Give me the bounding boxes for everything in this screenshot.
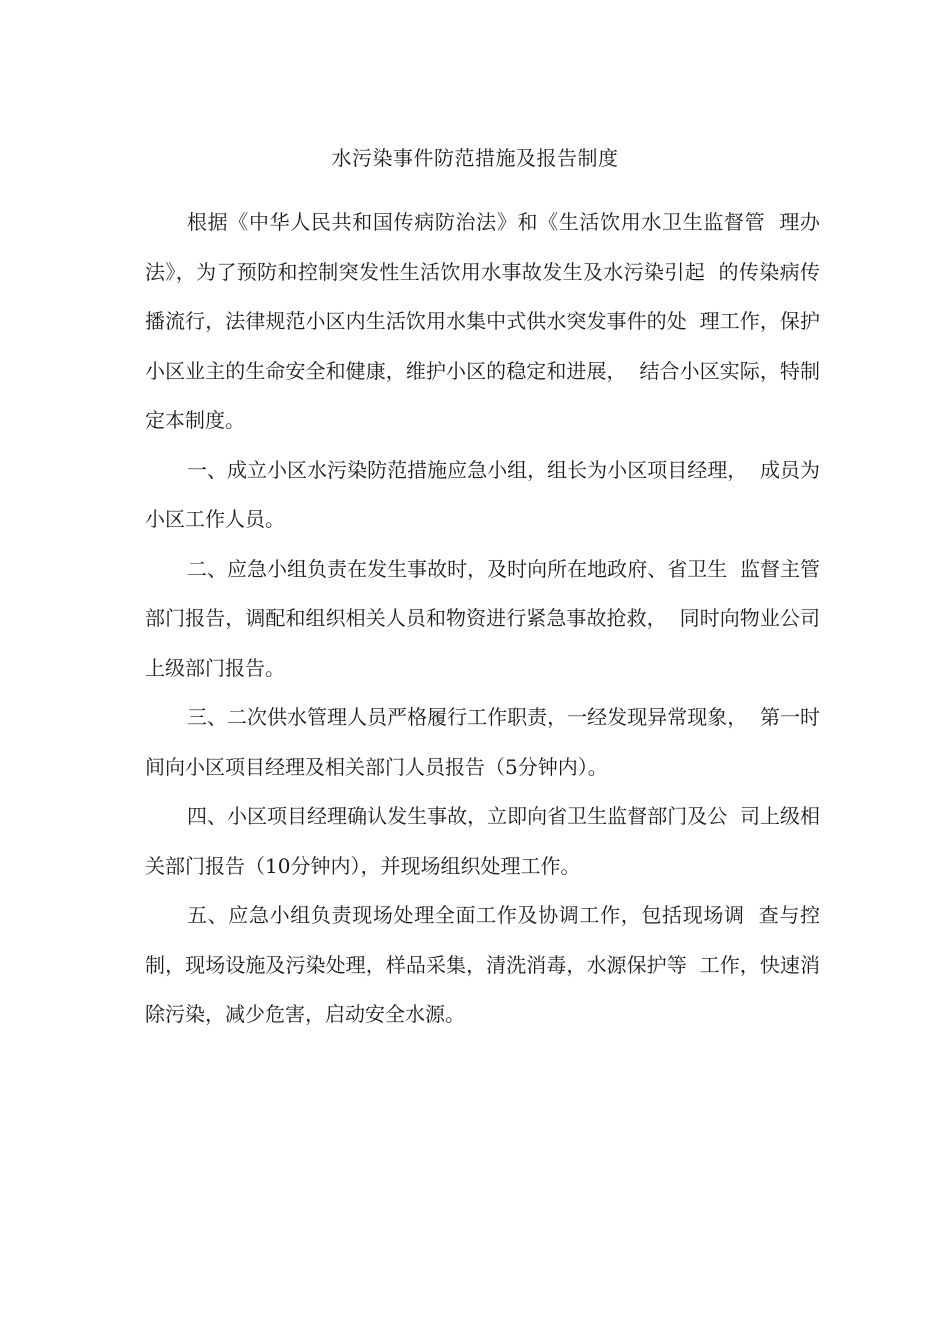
paragraph-item-3: 三、二次供水管理人员严格履行工作职责，一经发现异常现象， 第一时间向小区项目经理及相关部门人员报告（5分钟内）。 xyxy=(145,705,820,779)
paragraph-intro: 根据《中华人民共和国传病防治法》和《生活饮用水卫生监督管 理办法》，为了预防和控制突发性生活饮用水事故发生及水污染引起 的传染病传播流行，法律规范小区内生活饮用水集中式供水突发事件的处 理工作，保护小区业主的生命安全和健康，维护小区的稳定和进展， 结合小区实际，特制定本制度。 xyxy=(145,210,820,432)
paragraph-item-5: 五、应急小组负责现场处理全面工作及协调工作，包括现场调 查与控制，现场设施及污染处理，样品采集，清洗消毒，水源保护等 工作，快速消除污染，减少危害，启动安全水源。 xyxy=(145,903,820,1026)
paragraph-item-4: 四、小区项目经理确认发生事故，立即向省卫生监督部门及公 司上级相关部门报告（10分钟内），并现场组织处理工作。 xyxy=(145,804,820,878)
document-title: 水污染事件防范措施及报告制度 xyxy=(331,146,619,170)
paragraph-item-1: 一、成立小区水污染防范措施应急小组，组长为小区项目经理， 成员为小区工作人员。 xyxy=(145,457,820,531)
paragraph-item-2: 二、应急小组负责在发生事故时，及时向所在地政府、省卫生 监督主管部门报告，调配和组织相关人员和物资进行紧急事故抢救， 同时向物业公司上级部门报告。 xyxy=(145,556,820,680)
document-body xyxy=(145,198,820,1040)
